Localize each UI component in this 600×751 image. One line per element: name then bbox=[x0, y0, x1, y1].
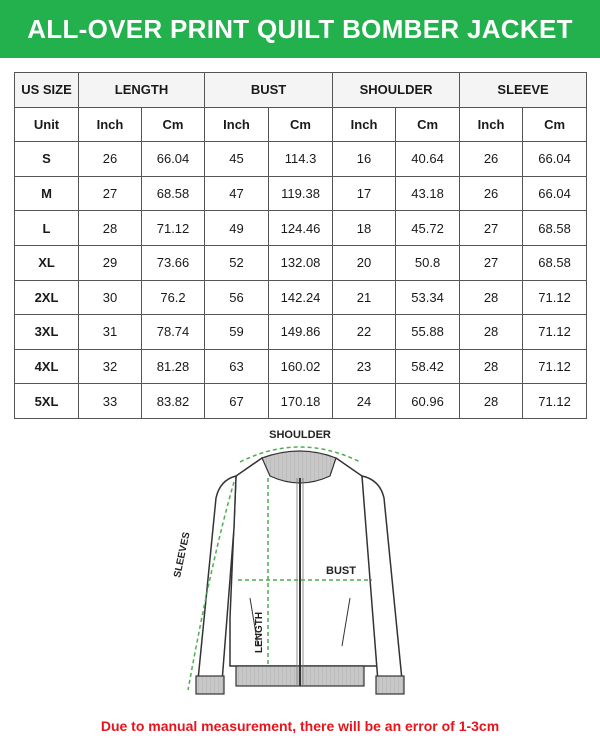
value-cell: 28 bbox=[460, 384, 523, 419]
measurement-note: Due to manual measurement, there will be an error of 1-3cm bbox=[100, 718, 500, 734]
value-cell: 28 bbox=[460, 280, 523, 315]
table-header-row bbox=[15, 73, 587, 108]
value-cell: 23 bbox=[333, 349, 396, 384]
value-cell: 149.86 bbox=[269, 315, 333, 350]
value-cell: 47 bbox=[205, 176, 269, 211]
value-cell: 20 bbox=[333, 245, 396, 280]
table-row bbox=[15, 349, 587, 384]
header-cell: BUST bbox=[205, 73, 333, 108]
unit-cell: Cm bbox=[142, 107, 205, 142]
table-row bbox=[15, 211, 587, 246]
value-cell: 68.58 bbox=[523, 211, 587, 246]
value-cell: 63 bbox=[205, 349, 269, 384]
header-cell: US SIZE bbox=[15, 73, 79, 108]
value-cell: 26 bbox=[79, 142, 142, 177]
length-label: LENGTH bbox=[254, 611, 265, 653]
header-cell: SHOULDER bbox=[333, 73, 460, 108]
table-row bbox=[15, 245, 587, 280]
unit-cell: Cm bbox=[523, 107, 587, 142]
table-row bbox=[15, 176, 587, 211]
unit-cell: Cm bbox=[396, 107, 460, 142]
value-cell: 32 bbox=[79, 349, 142, 384]
size-label-cell: 3XL bbox=[15, 315, 79, 350]
value-cell: 21 bbox=[333, 280, 396, 315]
value-cell: 27 bbox=[79, 176, 142, 211]
value-cell: 68.58 bbox=[523, 245, 587, 280]
bust-label: BUST bbox=[326, 565, 356, 577]
table-row bbox=[15, 280, 587, 315]
value-cell: 27 bbox=[460, 245, 523, 280]
table-row bbox=[15, 384, 587, 419]
value-cell: 76.2 bbox=[142, 280, 205, 315]
table-row bbox=[15, 142, 587, 177]
table-unit-row bbox=[15, 107, 587, 142]
value-cell: 132.08 bbox=[269, 245, 333, 280]
value-cell: 73.66 bbox=[142, 245, 205, 280]
sleeves-label: SLEEVES bbox=[172, 531, 193, 579]
page-title: ALL-OVER PRINT QUILT BOMBER JACKET bbox=[0, 0, 600, 58]
value-cell: 83.82 bbox=[142, 384, 205, 419]
value-cell: 17 bbox=[333, 176, 396, 211]
size-label-cell: 2XL bbox=[15, 280, 79, 315]
value-cell: 71.12 bbox=[142, 211, 205, 246]
size-label-cell: S bbox=[15, 142, 79, 177]
value-cell: 55.88 bbox=[396, 315, 460, 350]
left-cuff bbox=[196, 676, 224, 694]
jacket-diagram bbox=[150, 418, 450, 708]
header-cell: SLEEVE bbox=[460, 73, 587, 108]
value-cell: 53.34 bbox=[396, 280, 460, 315]
value-cell: 66.04 bbox=[523, 142, 587, 177]
value-cell: 66.04 bbox=[142, 142, 205, 177]
size-label-cell: XL bbox=[15, 245, 79, 280]
size-chart-table bbox=[14, 72, 587, 419]
value-cell: 71.12 bbox=[523, 280, 587, 315]
value-cell: 45.72 bbox=[396, 211, 460, 246]
value-cell: 31 bbox=[79, 315, 142, 350]
value-cell: 22 bbox=[333, 315, 396, 350]
value-cell: 29 bbox=[79, 245, 142, 280]
value-cell: 30 bbox=[79, 280, 142, 315]
value-cell: 60.96 bbox=[396, 384, 460, 419]
value-cell: 52 bbox=[205, 245, 269, 280]
value-cell: 43.18 bbox=[396, 176, 460, 211]
jacket-body bbox=[230, 458, 380, 666]
value-cell: 68.58 bbox=[142, 176, 205, 211]
value-cell: 45 bbox=[205, 142, 269, 177]
value-cell: 50.8 bbox=[396, 245, 460, 280]
value-cell: 40.64 bbox=[396, 142, 460, 177]
table-row bbox=[15, 315, 587, 350]
shoulder-label: SHOULDER bbox=[269, 429, 331, 441]
value-cell: 16 bbox=[333, 142, 396, 177]
unit-cell: Inch bbox=[79, 107, 142, 142]
value-cell: 56 bbox=[205, 280, 269, 315]
value-cell: 27 bbox=[460, 211, 523, 246]
value-cell: 28 bbox=[460, 315, 523, 350]
right-cuff bbox=[376, 676, 404, 694]
value-cell: 119.38 bbox=[269, 176, 333, 211]
unit-cell: Unit bbox=[15, 107, 79, 142]
value-cell: 71.12 bbox=[523, 349, 587, 384]
size-label-cell: M bbox=[15, 176, 79, 211]
unit-cell: Inch bbox=[205, 107, 269, 142]
value-cell: 142.24 bbox=[269, 280, 333, 315]
value-cell: 26 bbox=[460, 142, 523, 177]
unit-cell: Inch bbox=[460, 107, 523, 142]
value-cell: 81.28 bbox=[142, 349, 205, 384]
size-label-cell: 5XL bbox=[15, 384, 79, 419]
value-cell: 124.46 bbox=[269, 211, 333, 246]
value-cell: 71.12 bbox=[523, 384, 587, 419]
value-cell: 24 bbox=[333, 384, 396, 419]
value-cell: 66.04 bbox=[523, 176, 587, 211]
value-cell: 114.3 bbox=[269, 142, 333, 177]
value-cell: 170.18 bbox=[269, 384, 333, 419]
value-cell: 18 bbox=[333, 211, 396, 246]
unit-cell: Inch bbox=[333, 107, 396, 142]
value-cell: 28 bbox=[460, 349, 523, 384]
value-cell: 28 bbox=[79, 211, 142, 246]
value-cell: 26 bbox=[460, 176, 523, 211]
value-cell: 59 bbox=[205, 315, 269, 350]
value-cell: 49 bbox=[205, 211, 269, 246]
value-cell: 78.74 bbox=[142, 315, 205, 350]
unit-cell: Cm bbox=[269, 107, 333, 142]
size-label-cell: 4XL bbox=[15, 349, 79, 384]
value-cell: 67 bbox=[205, 384, 269, 419]
size-label-cell: L bbox=[15, 211, 79, 246]
value-cell: 160.02 bbox=[269, 349, 333, 384]
header-cell: LENGTH bbox=[79, 73, 205, 108]
value-cell: 71.12 bbox=[523, 315, 587, 350]
value-cell: 58.42 bbox=[396, 349, 460, 384]
value-cell: 33 bbox=[79, 384, 142, 419]
